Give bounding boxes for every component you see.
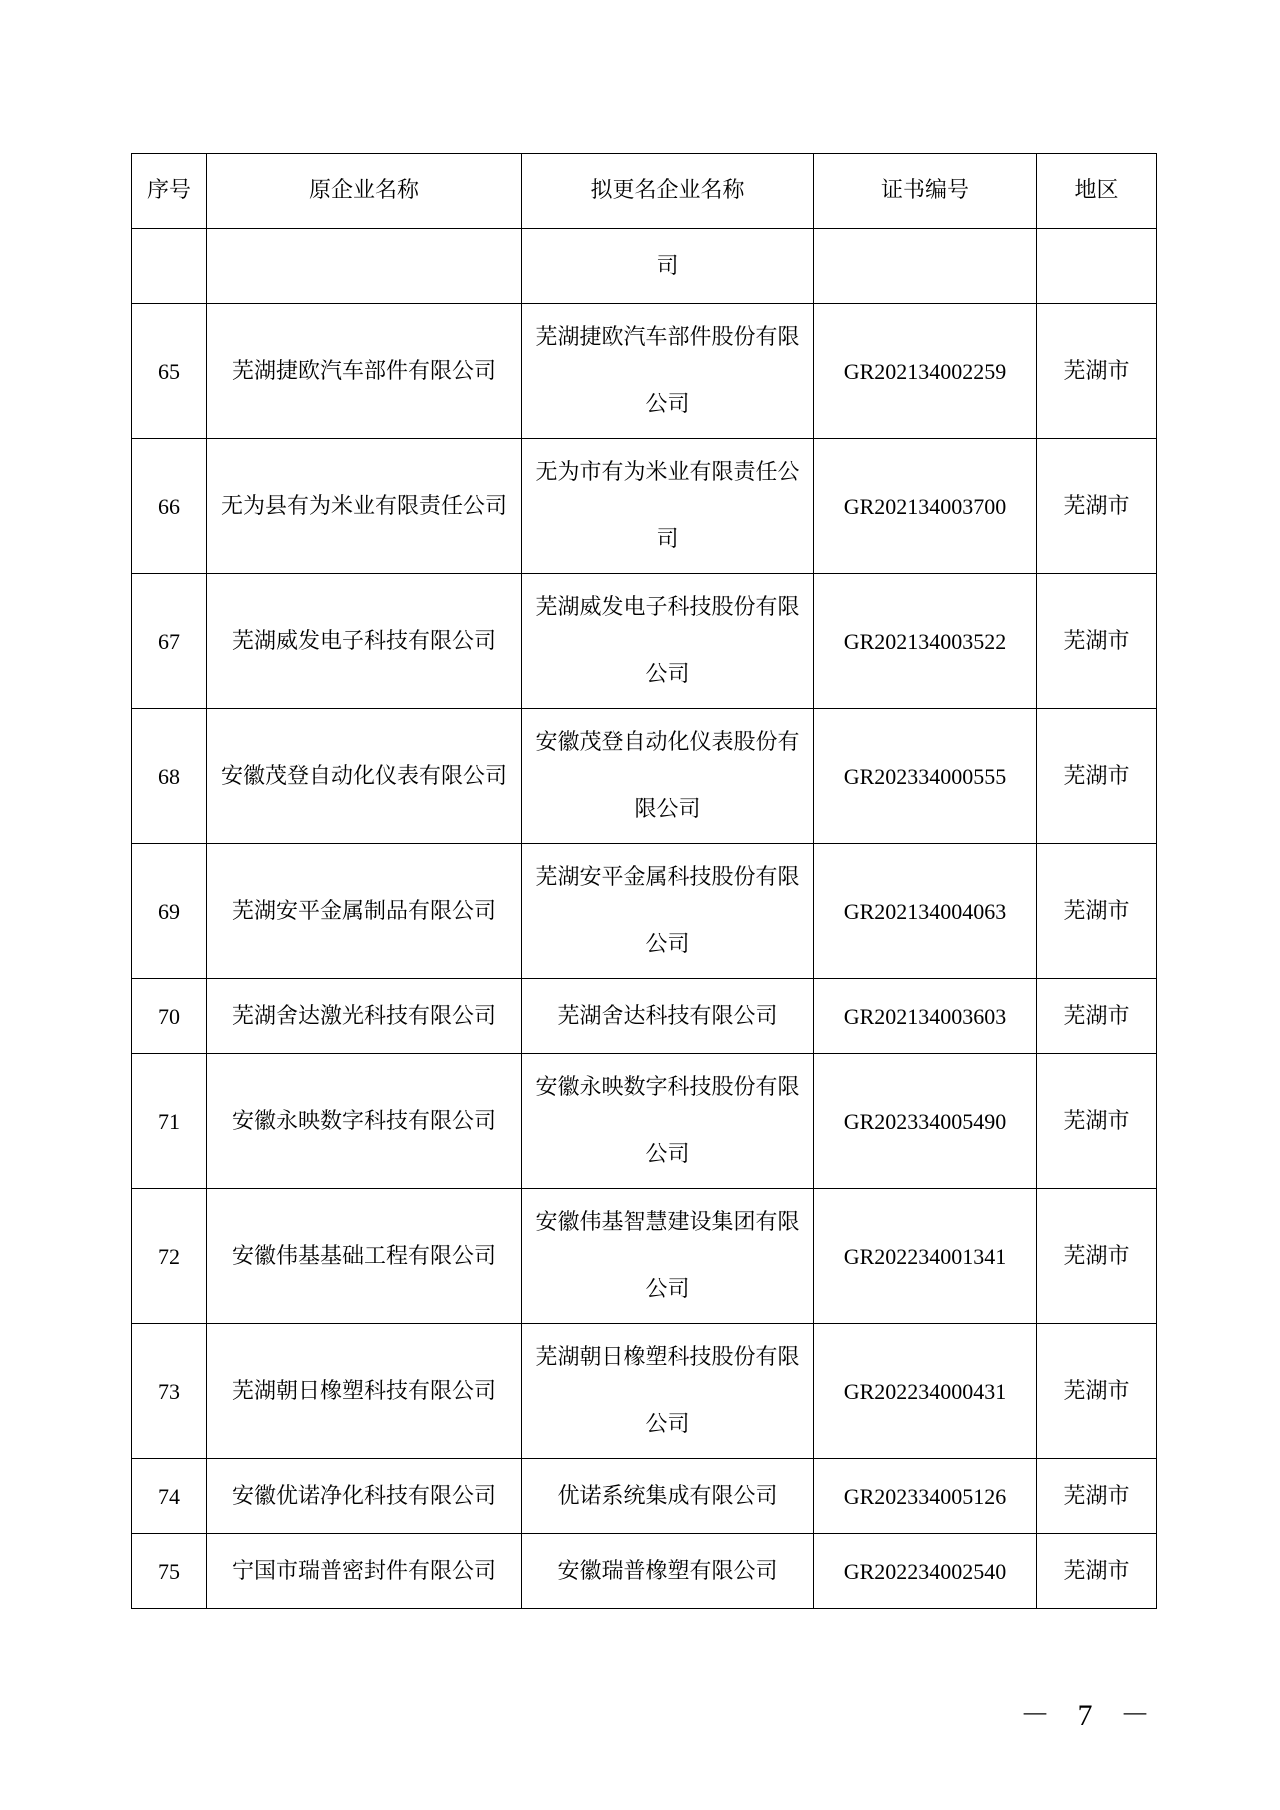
cell-new-name: 芜湖朝日橡塑科技股份有限公司 bbox=[522, 1324, 814, 1459]
table-row bbox=[132, 1459, 1157, 1534]
table-row bbox=[132, 1189, 1157, 1324]
table-row bbox=[132, 439, 1157, 574]
cell-new-name: 芜湖安平金属科技股份有限公司 bbox=[522, 844, 814, 979]
cell-cert-no: GR202334000555 bbox=[814, 709, 1037, 844]
cell-original-name: 芜湖朝日橡塑科技有限公司 bbox=[207, 1324, 522, 1459]
cell-new-name: 芜湖舍达科技有限公司 bbox=[522, 979, 814, 1054]
cell-region: 芜湖市 bbox=[1037, 574, 1157, 709]
table-row bbox=[132, 844, 1157, 979]
cell-region bbox=[1037, 229, 1157, 304]
cell-seq: 65 bbox=[132, 304, 207, 439]
table-row bbox=[132, 574, 1157, 709]
cell-seq: 68 bbox=[132, 709, 207, 844]
cell-new-name: 无为市有为米业有限责任公司 bbox=[522, 439, 814, 574]
cell-original-name: 芜湖安平金属制品有限公司 bbox=[207, 844, 522, 979]
cell-new-name: 安徽伟基智慧建设集团有限公司 bbox=[522, 1189, 814, 1324]
header-row bbox=[132, 154, 1157, 229]
cell-cert-no: GR202134003603 bbox=[814, 979, 1037, 1054]
cell-region: 芜湖市 bbox=[1037, 304, 1157, 439]
cell-region: 芜湖市 bbox=[1037, 1324, 1157, 1459]
page-number: － 7 － bbox=[1020, 1699, 1160, 1732]
cell-seq: 73 bbox=[132, 1324, 207, 1459]
cell-new-name: 芜湖威发电子科技股份有限公司 bbox=[522, 574, 814, 709]
cell-region: 芜湖市 bbox=[1037, 1534, 1157, 1609]
table-row bbox=[132, 979, 1157, 1054]
cell-original-name: 无为县有为米业有限责任公司 bbox=[207, 439, 522, 574]
cell-original-name: 芜湖舍达激光科技有限公司 bbox=[207, 979, 522, 1054]
cell-region: 芜湖市 bbox=[1037, 439, 1157, 574]
cell-new-name: 优诺系统集成有限公司 bbox=[522, 1459, 814, 1534]
cell-region: 芜湖市 bbox=[1037, 844, 1157, 979]
cell-original-name: 安徽茂登自动化仪表有限公司 bbox=[207, 709, 522, 844]
table-row bbox=[132, 304, 1157, 439]
header-new-name: 拟更名企业名称 bbox=[522, 154, 814, 229]
enterprise-rename-table bbox=[131, 153, 1157, 1609]
cell-original-name: 芜湖捷欧汽车部件有限公司 bbox=[207, 304, 522, 439]
cell-original-name bbox=[207, 229, 522, 304]
cell-cert-no: GR202134003522 bbox=[814, 574, 1037, 709]
header-original-name: 原企业名称 bbox=[207, 154, 522, 229]
cell-original-name: 安徽永映数字科技有限公司 bbox=[207, 1054, 522, 1189]
cell-region: 芜湖市 bbox=[1037, 1459, 1157, 1534]
table-body bbox=[132, 229, 1157, 1609]
cell-seq: 69 bbox=[132, 844, 207, 979]
cell-cert-no: GR202334005126 bbox=[814, 1459, 1037, 1534]
cell-new-name: 司 bbox=[522, 229, 814, 304]
cell-original-name: 安徽伟基基础工程有限公司 bbox=[207, 1189, 522, 1324]
cell-seq bbox=[132, 229, 207, 304]
cell-original-name: 芜湖威发电子科技有限公司 bbox=[207, 574, 522, 709]
cell-seq: 66 bbox=[132, 439, 207, 574]
cell-cert-no: GR202134004063 bbox=[814, 844, 1037, 979]
header-cert-no: 证书编号 bbox=[814, 154, 1037, 229]
header-region: 地区 bbox=[1037, 154, 1157, 229]
cell-new-name: 安徽茂登自动化仪表股份有限公司 bbox=[522, 709, 814, 844]
cell-region: 芜湖市 bbox=[1037, 979, 1157, 1054]
cell-cert-no: GR202134003700 bbox=[814, 439, 1037, 574]
cell-region: 芜湖市 bbox=[1037, 709, 1157, 844]
cell-cert-no bbox=[814, 229, 1037, 304]
cell-new-name: 芜湖捷欧汽车部件股份有限公司 bbox=[522, 304, 814, 439]
cell-cert-no: GR202234002540 bbox=[814, 1534, 1037, 1609]
continuation-row bbox=[132, 229, 1157, 304]
table-row bbox=[132, 1534, 1157, 1609]
cell-seq: 74 bbox=[132, 1459, 207, 1534]
cell-cert-no: GR202134002259 bbox=[814, 304, 1037, 439]
cell-seq: 67 bbox=[132, 574, 207, 709]
cell-region: 芜湖市 bbox=[1037, 1189, 1157, 1324]
cell-seq: 70 bbox=[132, 979, 207, 1054]
header-seq: 序号 bbox=[132, 154, 207, 229]
cell-original-name: 安徽优诺净化科技有限公司 bbox=[207, 1459, 522, 1534]
cell-new-name: 安徽永映数字科技股份有限公司 bbox=[522, 1054, 814, 1189]
cell-seq: 75 bbox=[132, 1534, 207, 1609]
table-row bbox=[132, 709, 1157, 844]
table-header bbox=[132, 154, 1157, 229]
cell-region: 芜湖市 bbox=[1037, 1054, 1157, 1189]
table-row bbox=[132, 1324, 1157, 1459]
table-row bbox=[132, 1054, 1157, 1189]
cell-new-name: 安徽瑞普橡塑有限公司 bbox=[522, 1534, 814, 1609]
cell-seq: 71 bbox=[132, 1054, 207, 1189]
cell-cert-no: GR202234001341 bbox=[814, 1189, 1037, 1324]
cell-original-name: 宁国市瑞普密封件有限公司 bbox=[207, 1534, 522, 1609]
cell-cert-no: GR202234000431 bbox=[814, 1324, 1037, 1459]
cell-seq: 72 bbox=[132, 1189, 207, 1324]
cell-cert-no: GR202334005490 bbox=[814, 1054, 1037, 1189]
